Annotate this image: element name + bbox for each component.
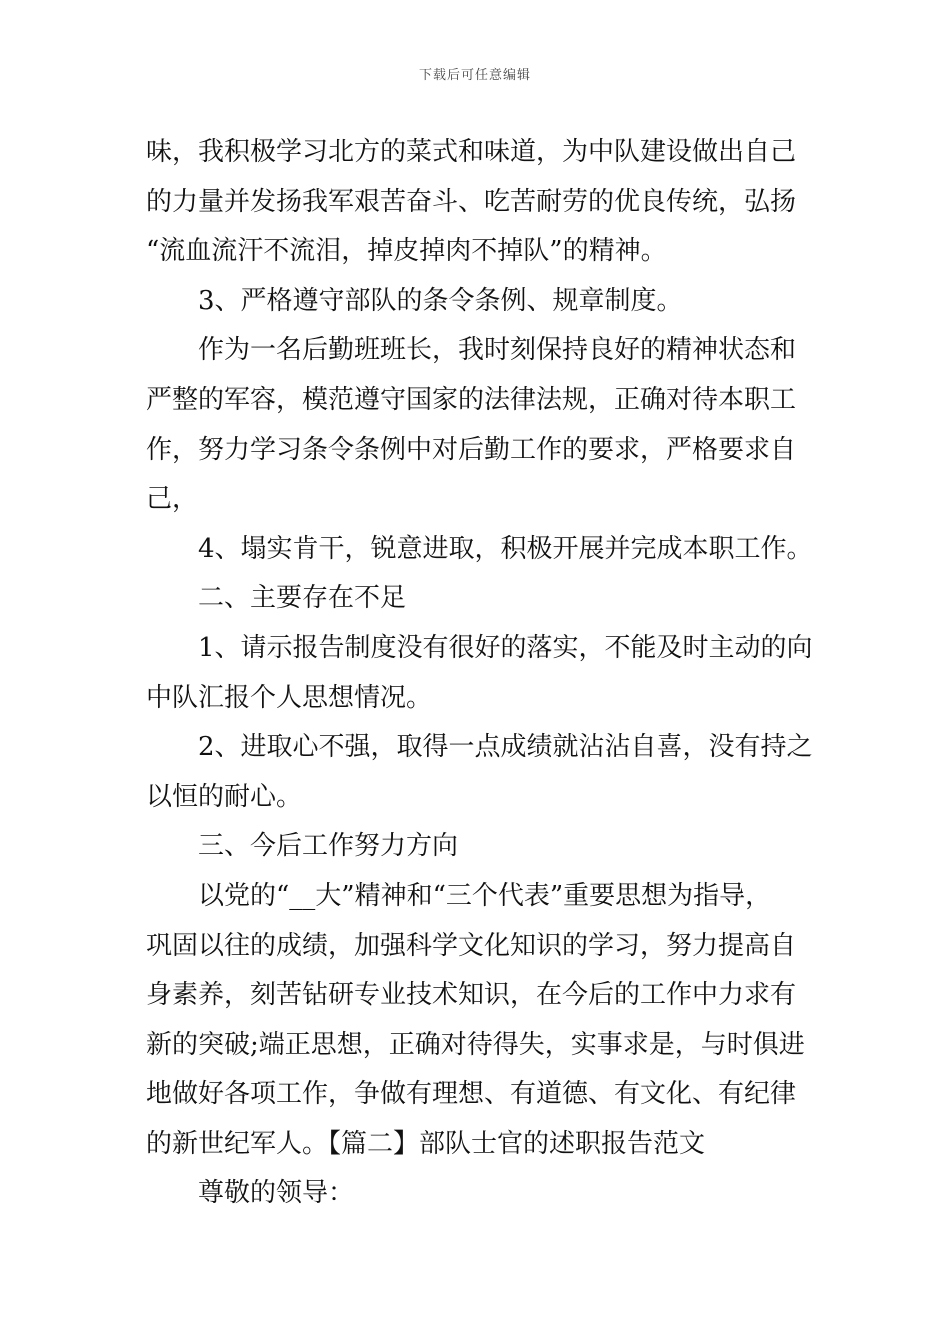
text-line: 味，我积极学习北方的菜式和味道，为中队建设做出自己 [146,137,797,167]
text-line: 以恒的耐心。 [146,781,303,812]
text-line: 4、塌实肯干，锐意进取，积极开展并完成本职工作。 [198,533,813,564]
text-line: 尊敬的领导： [198,1178,355,1209]
text-line: 3、严格遵守部队的条令条例、规章制度。 [198,285,683,316]
text-line: 新的突破;端正思想，正确对待得失，实事求是，与时俱进 [146,1029,805,1060]
text-line: 地做好各项工作，争做有理想、有道德、有文化、有纪律 [146,1079,797,1110]
page-header-note: 下载后可任意编辑 [418,68,531,83]
text-line: “流血流汗不流泪，掉皮掉肉不掉队”的精神。 [146,236,667,267]
text-line: 严整的军容，模范遵守国家的法律法规，正确对待本职工 [146,384,797,415]
text-line: 的力量并发扬我军艰苦奋斗、吃苦耐劳的优良传统，弘扬 [146,186,797,217]
text-line: 二、主要存在不足 [198,583,407,614]
text-line: 己， [146,484,199,515]
document-body [146,128,826,1219]
text-line: 三、今后工作努力方向 [198,831,459,862]
text-line: 身素养，刻苦钻研专业技术知识，在今后的工作中力求有 [146,980,797,1011]
text-line: 巩固以往的成绩，加强科学文化知识的学习，努力提高自 [146,930,797,961]
text-line: 的新世纪军人。【篇二】部队士官的述职报告范文 [146,1128,706,1159]
text-line: 以党的“__大”精神和“三个代表”重要思想为指导， [198,880,772,911]
text-line: 作为一名后勤班班长，我时刻保持良好的精神状态和 [198,335,797,366]
text-line: 中队汇报个人思想情况。 [146,682,433,713]
text-line: 2、进取心不强，取得一点成绩就沾沾自喜，没有持之 [198,732,813,763]
text-line: 1、请示报告制度没有很好的落实，不能及时主动的向 [198,632,813,663]
text-line: 作，努力学习条令条例中对后勤工作的要求，严格要求自 [146,434,797,465]
